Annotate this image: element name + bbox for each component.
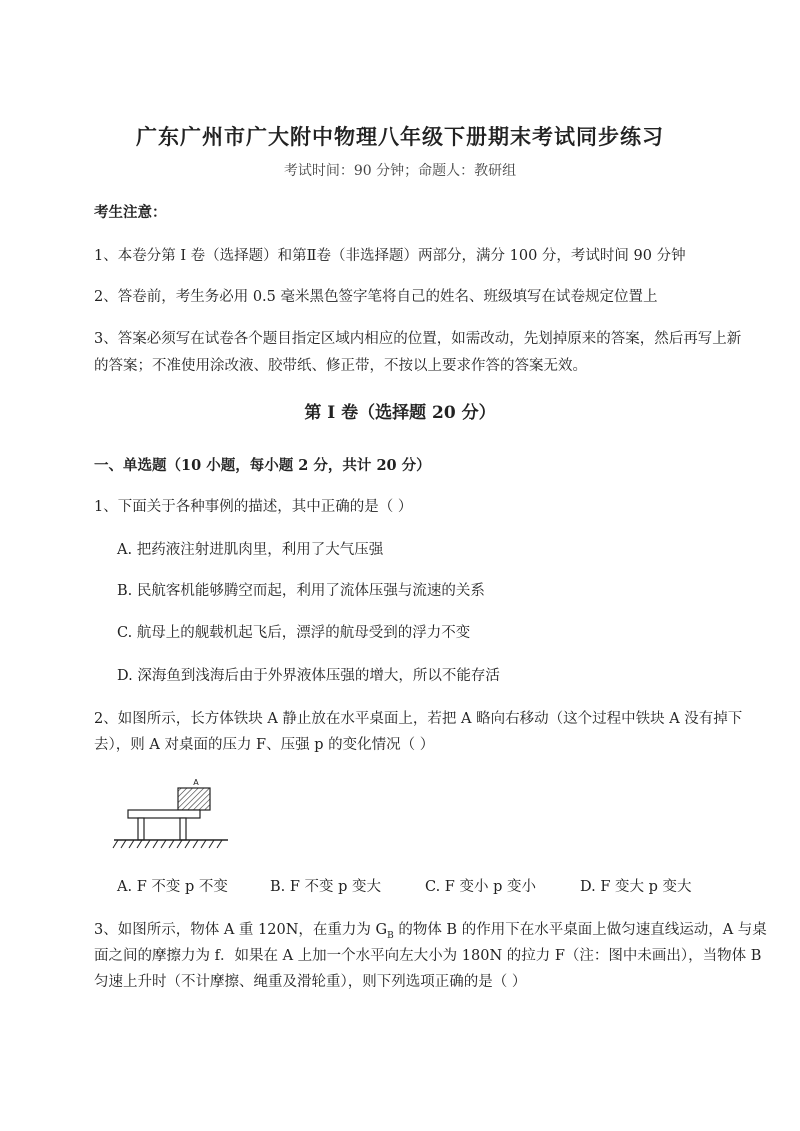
question-3-line2: 面之间的摩擦力为 f．如果在 A 上加一个水平向左大小为 180N 的拉力 F（注：图中未画出），当物体 B bbox=[94, 948, 762, 964]
question-1-option-d: D. 深海鱼到浅海后由于外界液体压强的增大，所以不能存活 bbox=[117, 668, 500, 684]
note-item-3-cont: 的答案；不准使用涂改液、胶带纸、修正带，不按以上要求作答的答案无效。 bbox=[94, 358, 587, 374]
question-1-option-b: B. 民航客机能够腾空而起，利用了流体压强与流速的关系 bbox=[117, 583, 485, 599]
question-2-stem-line2: 去），则 A 对桌面的压力 F、压强 p 的变化情况（ ） bbox=[94, 737, 435, 753]
question-2-option-a: A. F 不变 p 不变 bbox=[117, 879, 228, 895]
question-2-option-d: D. F 变大 p 变大 bbox=[580, 879, 692, 895]
ground-hatching bbox=[113, 840, 222, 848]
iron-block-a bbox=[178, 788, 210, 810]
note-item-3: 3、答案必须写在试卷各个题目指定区域内相应的位置，如需改动，先划掉原来的答案，然后再写上新 bbox=[94, 331, 742, 347]
note-item-2: 2、答卷前，考生务必用 0.5 毫米黑色签字笔将自己的姓名、班级填写在试卷规定位置上 bbox=[94, 289, 658, 305]
section-title: 第 I 卷（选择题 20 分） bbox=[304, 403, 496, 423]
table-top bbox=[128, 810, 200, 818]
question-3-line3: 匀速上升时（不计摩擦、绳重及滑轮重），则下列选项正确的是（ ） bbox=[94, 974, 527, 990]
question-2-stem-line1: 2、如图所示，长方体铁块 A 静止放在水平桌面上，若把 A 略向右移动（这个过程中铁块 A 没有掉下 bbox=[94, 711, 743, 727]
part-title: 一、单选题（10 小题，每小题 2 分，共计 20 分） bbox=[94, 457, 431, 474]
exam-info: 考试时间：90 分钟；命题人：教研组 bbox=[283, 163, 517, 179]
question-1-stem: 1、下面关于各种事例的描述，其中正确的是（ ） bbox=[94, 499, 413, 515]
question-2-figure bbox=[110, 774, 230, 854]
table-leg-right bbox=[180, 818, 186, 840]
note-item-1: 1、本卷分第 I 卷（选择题）和第Ⅱ卷（非选择题）两部分，满分 100 分，考试时间 90 分钟 bbox=[94, 248, 686, 264]
question-2-option-c: C. F 变小 p 变小 bbox=[425, 879, 536, 895]
question-1-option-c: C. 航母上的舰载机起飞后，漂浮的航母受到的浮力不变 bbox=[117, 625, 471, 641]
question-1-option-a: A. 把药液注射进肌肉里，利用了大气压强 bbox=[117, 542, 384, 558]
question-2-option-b: B. F 不变 p 变大 bbox=[270, 879, 382, 895]
table-leg-left bbox=[138, 818, 144, 840]
notes-heading: 考生注意： bbox=[94, 204, 167, 221]
page-title: 广东广州市广大附中物理八年级下册期末考试同步练习 bbox=[136, 124, 664, 149]
block-label: A bbox=[193, 778, 199, 787]
question-3-line1: 3、如图所示，物体 A 重 120N，在重力为 $G_B$ 的物体 B 的作用下在水平桌面上做匀速直线运动，A 与桌 bbox=[94, 922, 767, 941]
